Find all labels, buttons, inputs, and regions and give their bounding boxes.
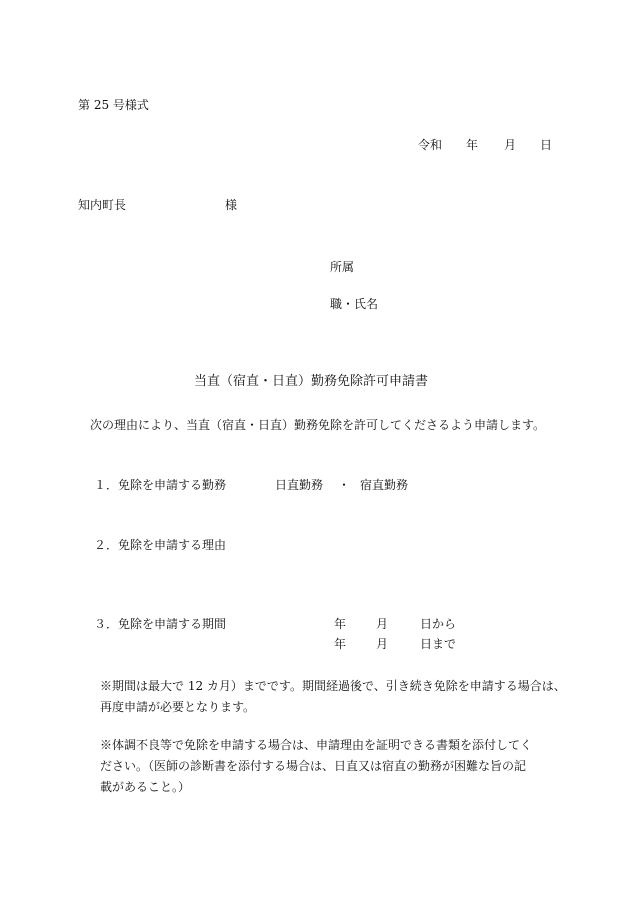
affiliation-label: 所属 <box>330 260 355 274</box>
document-title: 当直（宿直・日直）勤務免除許可申請書 <box>194 374 429 389</box>
recipient-honorific: 様 <box>225 198 238 212</box>
duty-separator: ・ <box>338 478 351 492</box>
duty-option-night: 宿直勤務 <box>360 478 409 492</box>
intro-text: 次の理由により、当直（宿直・日直）勤務免除を許可してくださるよう申請します。 <box>90 418 546 432</box>
duty-label: １．免除を申請する勤務 <box>94 478 227 492</box>
note-line: ださい。（医師の診断書を添付する場合は、日直又は宿直の勤務が困難な旨の記 <box>100 759 527 773</box>
date-era: 令和 <box>418 138 443 152</box>
applicant-name-label: 職・氏名 <box>330 297 379 311</box>
period-from-suffix: 日から <box>420 617 457 631</box>
period-to-year: 年 <box>334 637 347 651</box>
recipient-name: 知内町長 <box>78 198 127 212</box>
period-from-month: 月 <box>376 617 389 631</box>
note-medical-certificate <box>100 735 532 798</box>
reason-label: ２．免除を申請する理由 <box>94 538 227 552</box>
date-month: 月 <box>504 138 517 152</box>
period-from-year: 年 <box>334 617 347 631</box>
date-year: 年 <box>466 138 479 152</box>
period-to-suffix: 日まで <box>420 637 457 651</box>
date-day: 日 <box>540 138 553 152</box>
form-number: 第 25 号様式 <box>78 98 149 112</box>
note-line: 再度申請が必要となります。 <box>100 700 256 714</box>
duty-option-day: 日直勤務 <box>275 478 324 492</box>
period-label: ３．免除を申請する期間 <box>94 617 227 631</box>
note-line: ※期間は最大で 12 カ月）までです。期間経過後で、引き続き免除を申請する場合は、 <box>100 679 566 693</box>
note-period-limit <box>100 676 566 718</box>
period-to-month: 月 <box>376 637 389 651</box>
note-line: ※体調不良等で免除を申請する場合は、申請理由を証明できる書類を添付してく <box>100 738 533 752</box>
note-line: 載があること。） <box>100 780 191 794</box>
